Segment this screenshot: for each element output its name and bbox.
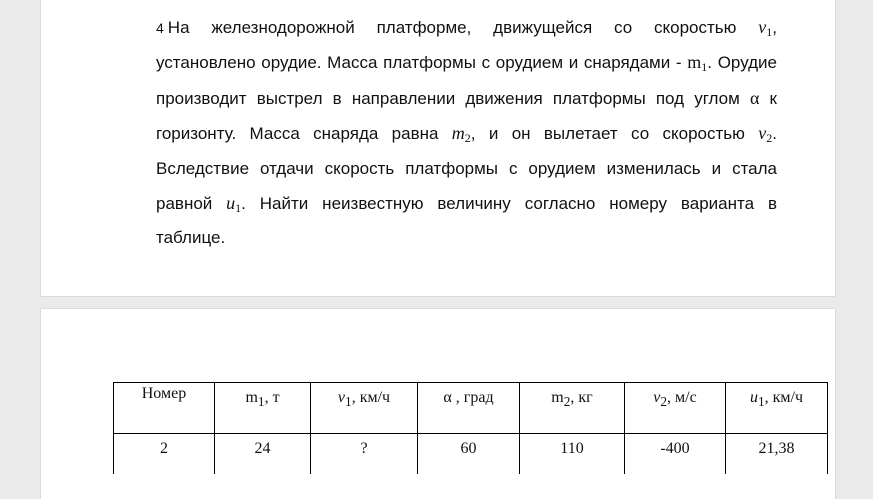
header-m2: $m_2$, кг bbox=[520, 383, 625, 434]
header-m1: $m_1$, т bbox=[215, 383, 311, 434]
problem-segment-3: . Орудие производит выстрел в направлении движения платформы под углом bbox=[156, 53, 777, 108]
symbol-alpha: α bbox=[749, 87, 760, 108]
table-header-row bbox=[114, 383, 828, 434]
problem-number: 4 bbox=[156, 20, 164, 36]
header-alpha: α , град bbox=[418, 383, 520, 434]
page-1 bbox=[41, 0, 835, 296]
cell-u1: 21,38 bbox=[726, 434, 828, 474]
problem-segment-7: . Найти неизвестную величину согласно номеру варианта в таблице. bbox=[156, 194, 777, 248]
header-v2: $v_2$, м/с bbox=[625, 383, 726, 434]
problem-segment-1: На железнодорожной платформе, движущейся со скоростью bbox=[167, 18, 759, 37]
cell-v2: -400 bbox=[625, 434, 726, 474]
problem-segment-6: . Вследствие отдачи скорость платформы с орудием изменилась и стала равной bbox=[156, 124, 777, 214]
problem-text bbox=[156, 10, 777, 256]
cell-m1: 24 bbox=[215, 434, 311, 474]
cell-alpha: 60 bbox=[418, 434, 520, 474]
cell-m2: 110 bbox=[520, 434, 625, 474]
symbol-v2: $v_2$ bbox=[758, 123, 773, 146]
symbol-u1: $u_1$ bbox=[226, 193, 242, 216]
table-row bbox=[114, 434, 828, 474]
problem-segment-5: , и он вылетает со скоростью bbox=[470, 124, 759, 144]
header-u1: $u_1$, км/ч bbox=[726, 383, 828, 434]
symbol-m2: $m_2$ bbox=[451, 123, 471, 146]
variant-table bbox=[113, 382, 828, 474]
symbol-v1: $v_1$ bbox=[758, 17, 773, 39]
problem-segment-2: , установлено орудие. Масса платформы с орудием и снарядами - bbox=[156, 18, 777, 73]
problem-segment-4: к горизонту. Масса снаряда равна bbox=[156, 88, 777, 144]
page-2 bbox=[41, 309, 835, 499]
cell-v1: ? bbox=[311, 434, 418, 474]
header-number: Номер bbox=[114, 383, 215, 434]
header-v1: $v_1$, км/ч bbox=[311, 383, 418, 434]
cell-number: 2 bbox=[114, 434, 215, 474]
symbol-m1: $m_1$ bbox=[687, 52, 708, 75]
